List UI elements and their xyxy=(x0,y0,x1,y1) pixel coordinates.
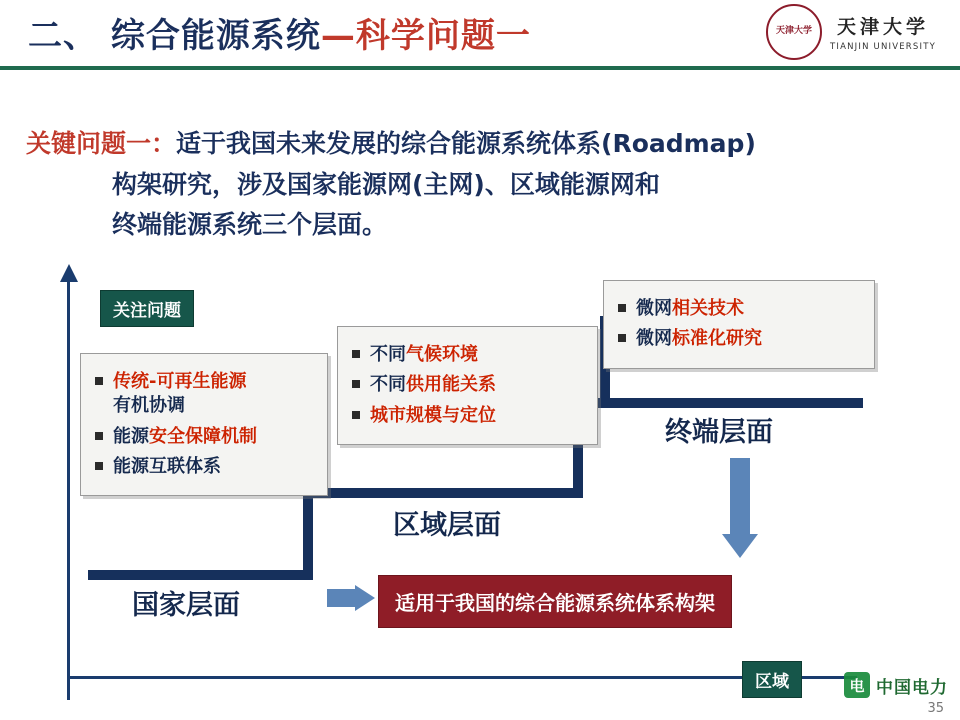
slide-header xyxy=(0,0,960,68)
regional-item-1: 不同气候环境 xyxy=(350,343,585,367)
step-regional-horizontal xyxy=(303,488,583,498)
page-title-accent: —科学问题一 xyxy=(320,16,531,56)
result-banner: 适用于我国的综合能源系统体系构架 xyxy=(378,575,732,628)
step-national-vertical xyxy=(303,488,313,580)
terminal-item-1: 微网相关技术 xyxy=(616,297,862,321)
vertical-axis xyxy=(67,280,70,700)
step-national-horizontal xyxy=(88,570,313,580)
university-logo xyxy=(766,4,936,60)
step-terminal-horizontal xyxy=(573,398,863,408)
national-item-1: 传统-可再生能源 有机协调 xyxy=(93,370,315,419)
focus-question-tag: 关注问题 xyxy=(100,290,194,327)
arrow-terminal-down-tail xyxy=(730,458,750,536)
national-level-card xyxy=(80,353,328,496)
watermark-badge-icon: 电 xyxy=(844,672,870,698)
level-label-terminal: 终端层面 xyxy=(665,417,773,448)
national-item-3: 能源互联体系 xyxy=(93,455,315,479)
regional-item-2: 不同供用能关系 xyxy=(350,373,585,397)
page-title-main: 二、 综合能源系统 xyxy=(28,16,321,56)
level-label-national: 国家层面 xyxy=(132,590,240,621)
regional-item-3: 城市规模与定位 xyxy=(350,404,585,428)
terminal-item-2: 微网标准化研究 xyxy=(616,327,862,351)
page-number: 35 xyxy=(927,701,944,716)
page-title xyxy=(28,8,531,57)
university-logo-text xyxy=(830,12,936,52)
header-divider xyxy=(0,66,960,70)
bottom-region-tag: 区域 xyxy=(742,661,802,698)
architecture-diagram xyxy=(0,258,960,698)
arrow-terminal-down-icon xyxy=(722,534,758,558)
arrow-to-result-icon xyxy=(355,585,375,611)
regional-level-card xyxy=(337,326,598,445)
university-name-en: TIANJIN UNIVERSITY xyxy=(829,42,936,52)
university-name-cn: 天津大学 xyxy=(836,16,929,38)
watermark xyxy=(844,672,948,698)
arrow-to-result-tail xyxy=(327,589,355,607)
terminal-level-card xyxy=(603,280,875,369)
key-question-block xyxy=(26,124,936,246)
watermark-text: 中国电力 xyxy=(876,677,948,698)
university-seal-icon: 天津大学 xyxy=(766,4,822,60)
key-question-line3: 终端能源系统三个层面。 xyxy=(112,210,388,239)
key-question-line1: 适于我国未来发展的综合能源系统体系(Roadmap) xyxy=(176,129,756,158)
key-question-line2: 构架研究，涉及国家能源网(主网)、区域能源网和 xyxy=(112,169,660,199)
horizontal-axis xyxy=(67,676,857,679)
key-question-label: 关键问题一： xyxy=(26,129,177,158)
national-item-2: 能源安全保障机制 xyxy=(93,425,315,449)
level-label-regional: 区域层面 xyxy=(393,510,501,541)
